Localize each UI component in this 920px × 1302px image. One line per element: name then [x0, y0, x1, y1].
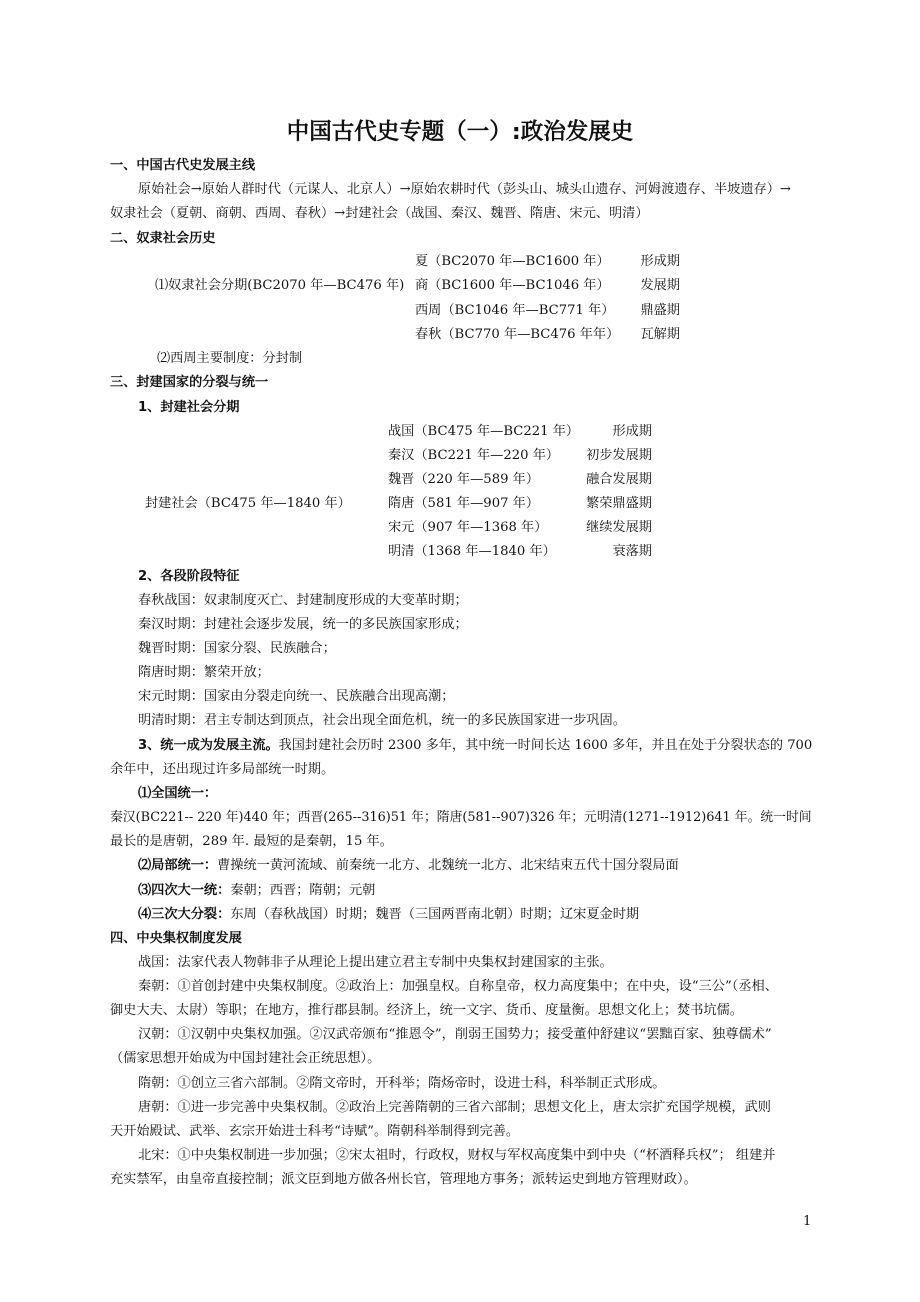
s3-period-name: 明清（1368 年—1840 年）: [388, 544, 556, 559]
s2-period-stage: 鼎盛期: [640, 303, 680, 318]
s2-period-stage: 发展期: [640, 278, 680, 293]
s3-period-label: 封建社会（BC475 年—1840 年）: [145, 496, 351, 511]
s3-period-stage: 衰落期: [612, 544, 652, 559]
s3-unify-3: [138, 882, 375, 900]
s2-period-name: 夏（BC2070 年—BC1600 年）: [415, 254, 610, 269]
s3-period-stage: 繁荣鼎盛期: [586, 496, 652, 511]
s4-line: 战国：法家代表人物韩非子从理论上提出建立君主专制中央集权封建国家的主张。: [138, 955, 613, 970]
s3-subheading-2: 2、各段阶段特征: [138, 569, 240, 584]
s4-line: 北宋：①中央集权制进一步加强；②宋太祖时，行政权，财权与军权高度集中到中央（“杯酒释兵权”； 组建并: [138, 1148, 776, 1163]
section-2-heading: 二、奴隶社会历史: [110, 231, 216, 246]
s4-line: 唐朝：①进一步完善中央集权制。②政治上完善隋朝的三省六部制；思想文化上，唐太宗扩充国学规模，武则: [138, 1100, 771, 1115]
s3-period-name: 魏晋（220 年—589 年）: [388, 472, 540, 487]
s3-unify-2-text: 曹操统一黄河流域、前秦统一北方、北魏统一北方、北宋结束五代十国分裂局面: [217, 858, 679, 873]
s3-feature: 秦汉时期：封建社会逐步发展，统一的多民族国家形成；: [138, 617, 468, 632]
s3-paragraph-3: [138, 737, 812, 755]
s3-subheading-1: 1、封建社会分期: [138, 400, 240, 415]
s2-period-name: 商（BC1600 年—BC1046 年）: [415, 278, 610, 293]
s3-feature: 魏晋时期：国家分裂、民族融合；: [138, 641, 336, 656]
s4-line: 汉朝：①汉朝中央集权加强。②汉武帝颁布“推恩令”，削弱王国势力；接受董仲舒建议“罢黜百家、独尊儒术”: [138, 1027, 772, 1042]
s3-unify-1-line-1: 秦汉(BC221-- 220 年)440 年；西晋(265--316)51 年；隋唐(581--907)326 年；元明清(1271--1912)641 年。统一时间: [110, 810, 812, 825]
s4-line: 隋朝：①创立三省六部制。②隋文帝时，开科举；隋炀帝时，设进士科，科举制正式形成。: [138, 1076, 666, 1091]
s1-line-1: 原始社会→原始人群时代（元谋人、北京人）→原始农耕时代（彭头山、城头山遗存、河姆渡遗存、半坡遗存）→: [138, 182, 791, 197]
s3-unify-1-line-2: 最长的是唐朝，289 年. 最短的是秦朝，15 年。: [110, 834, 393, 849]
s2-period-name: 春秋（BC770 年—BC476 年年）: [415, 327, 620, 342]
s2-period-stage: 瓦解期: [640, 327, 680, 342]
page-number: 1: [803, 1214, 812, 1229]
s3-period-stage: 继续发展期: [586, 520, 652, 535]
s3-unify-4-text: 东周（春秋战国）时期；魏晋（三国两晋南北朝）时期；辽宋夏金时期: [230, 907, 640, 922]
s1-line-2: 奴隶社会（夏朝、商朝、西周、春秋）→封建社会（战国、秦汉、魏晋、隋唐、宋元、明清）: [110, 206, 649, 221]
s4-line: 天开始殿试、武举、玄宗开始进士科考“诗赋”。隋朝科举制得到完善。: [110, 1124, 520, 1139]
s2-period-label: ⑴奴隶社会分期(BC2070 年—BC476 年): [155, 278, 405, 293]
s3-feature: 宋元时期：国家由分裂走向统一、民族融合出现高潮；: [138, 689, 455, 704]
s2-period-stage: 形成期: [640, 254, 680, 269]
s3-period-stage: 初步发展期: [586, 448, 652, 463]
s4-line: 充实禁军，由皇帝直接控制；派文臣到地方做各州长官，管理地方事务；派转运史到地方管理财政）。: [110, 1172, 697, 1187]
s4-line: 御史大夫、太尉）等职；在地方，推行郡县制。经济上，统一文字、货币、度量衡。思想文化上；焚书坑儒。: [110, 1003, 743, 1018]
s2-period-name: 西周（BC1046 年—BC771 年）: [415, 303, 615, 318]
section-3-heading: 三、封建国家的分裂与统一: [110, 375, 269, 390]
s3-paragraph-3-text: 我国封建社会历时 2300 多年，其中统一时间长达 1600 多年，并且在处于分裂状态的 700: [278, 738, 813, 753]
s3-unify-4: [138, 906, 639, 924]
s3-period-name: 战国（BC475 年—BC221 年）: [388, 424, 580, 439]
s4-line: （儒家思想开始成为中国封建社会正统思想）。: [110, 1051, 381, 1066]
s4-line: 秦朝：①首创封建中央集权制度。②政治上：加强皇权。自称皇帝，权力高度集中；在中央，设“三公”（丞相、: [138, 979, 778, 994]
s3-unify-3-heading: ⑶四次大一统：: [138, 883, 231, 898]
s3-period-name: 宋元（907 年—1368 年）: [388, 520, 548, 535]
s3-period-name: 隋唐（581 年—907 年）: [388, 496, 540, 511]
s3-subheading-3: 3、统一成为发展主流。: [138, 738, 279, 753]
s3-paragraph-3-cont: 余年中，还出现过许多局部统一时期。: [110, 762, 335, 777]
s3-unify-4-heading: ⑷三次大分裂：: [138, 907, 231, 922]
section-4-heading: 四、中央集权制度发展: [110, 931, 242, 946]
s3-unify-2: [138, 857, 679, 875]
s3-feature: 隋唐时期：繁荣开放；: [138, 665, 270, 680]
s3-feature: 明清时期：君主专制达到顶点，社会出现全面危机，统一的多民族国家进一步巩固。: [138, 713, 626, 728]
page-title: 中国古代史专题（一）:政治发展史: [286, 119, 634, 145]
s3-unify-3-text: 秦朝；西晋；隋朝；元朝: [230, 883, 376, 898]
s3-period-stage: 融合发展期: [586, 472, 652, 487]
s3-period-stage: 形成期: [612, 424, 652, 439]
s3-period-name: 秦汉（BC221 年—220 年）: [388, 448, 560, 463]
s3-feature: 春秋战国：奴隶制度灭亡、封建制度形成的大变革时期；: [138, 593, 468, 608]
section-1-heading: 一、中国古代史发展主线: [110, 158, 256, 173]
s3-unify-2-heading: ⑵局部统一：: [138, 858, 218, 873]
s2-system: ⑵西周主要制度：分封制: [157, 351, 303, 366]
s3-unify-1-heading: ⑴全国统一：: [138, 786, 218, 801]
